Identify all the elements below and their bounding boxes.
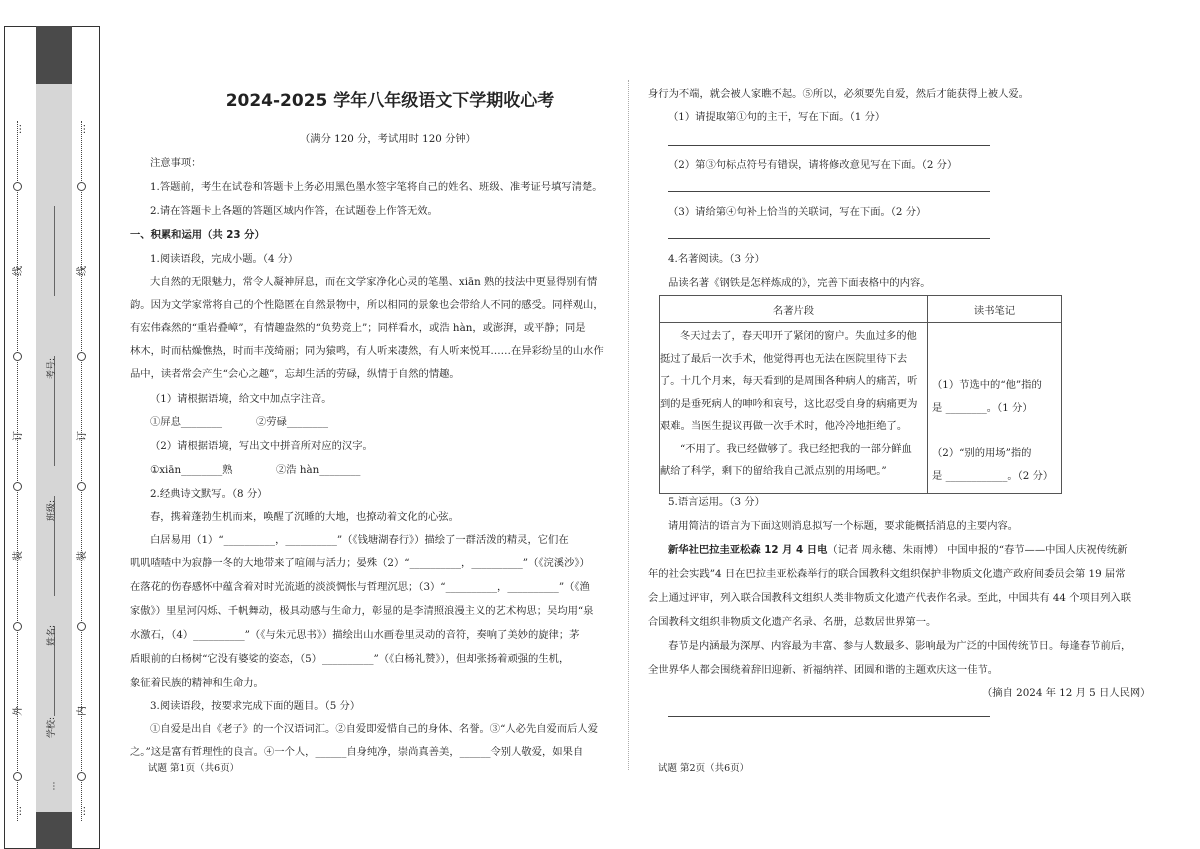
notice-item: 2.请在答题卡上各题的答题区域内作答，在试题卷上作答无效。 — [150, 205, 438, 217]
sub-question: （1）请提取第①句的主干，写在下面。（1 分） — [668, 111, 886, 123]
poem-line: 象征着民族的精神和生命力。 — [130, 677, 264, 689]
excerpt-cell — [660, 323, 928, 494]
news-line: 会上通过评审，列入联合国教科文组织人类非物质文化遗产代表作名录。至此，中国共有 44 个项目列入联 — [648, 592, 1132, 604]
outer-seal-char: … — [13, 806, 24, 816]
sub-question: （2）请根据语境，写出文中拼音所对应的汉字。 — [150, 440, 373, 452]
answer-blank[interactable]: ①屏息________ — [150, 416, 223, 428]
news-line — [668, 543, 1128, 557]
school-field[interactable]: 学校: — [47, 716, 58, 739]
table-header: 名著片段 — [660, 296, 928, 323]
poem-line[interactable]: 白居易用（1）“__________，__________”（《钱塘湖春行》）描绘了一群活泼的精灵，它们在 — [150, 534, 569, 546]
strip-bottom-block — [36, 812, 72, 849]
poem-line: 春，携着蓬勃生机而来，唤醒了沉睡的大地，也撩动着文化的心弦。 — [150, 511, 459, 523]
notes-line: （1）节选中的“他”指的 — [932, 379, 1042, 391]
answer-line[interactable] — [668, 238, 990, 239]
page-footer: 试题 第2页（共6页） — [658, 763, 750, 774]
seal-circle — [13, 482, 22, 491]
q4-intro: 品读名著《钢铁是怎样炼成的》，完善下面表格中的内容。 — [668, 277, 931, 289]
notes-item — [932, 442, 1053, 488]
excerpt-line: 挺过了最后一次手术，他觉得再也无法在医院里待下去 — [660, 352, 908, 365]
outer-seal-char: 订 — [13, 431, 24, 441]
seal-circle — [13, 772, 22, 781]
passage-line: 品中，读者常会产生“会心之趣”，忘却生活的劳碌，纵情于自然的情趣。 — [130, 368, 460, 380]
q3-text-line: 身行为不端，就会被人家瞧不起。⑤所以，必须要先自爱，然后才能获得上被人爱。 — [648, 88, 1029, 100]
answer-line[interactable] — [668, 716, 990, 717]
question-label: 3.阅读语段，按要求完成下面的题目。（5 分） — [150, 700, 361, 712]
passage-line: 大自然的无限魅力，常令人凝神屏息，而在文学家净化心灵的笔墨、xiān 熟的技法中更显得别有情 — [150, 276, 598, 288]
seal-circle — [13, 352, 22, 361]
exam-title: 2024-2025 学年八年级语文下学期收心考 — [225, 91, 555, 111]
binding-margin — [4, 26, 100, 849]
news-line: 年的社会实践”4 日在巴拉圭亚松森举行的联合国教科文组织保护非物质文化遗产政府间委员会第 19 届常 — [648, 568, 1126, 580]
poem-line[interactable]: 盾眼前的白杨树“它没有婆娑的姿态，（5）__________”（《白杨礼赞》），但却张扬着顽强的生机， — [130, 653, 570, 665]
excerpt-line: 了。十几个月来，每天看到的是周围各种病人的痛苦，听 — [660, 375, 918, 387]
outer-seal-char: 线 — [13, 266, 24, 276]
seal-circle — [77, 622, 86, 631]
news-line: 全世界华人都会围绕着辞旧迎新、祈福纳祥、团圆和谐的主题欢庆这一佳节。 — [648, 664, 999, 676]
name-field[interactable]: 姓名: — [47, 624, 58, 647]
inner-seal-char: 内 — [77, 706, 88, 716]
inner-seal-char: 线 — [77, 266, 88, 276]
column-divider — [628, 80, 629, 770]
exam-number-field[interactable]: 考号: — [47, 357, 58, 380]
seal-circle — [77, 772, 86, 781]
notes-line: （2）“别的用场”指的 — [932, 447, 1032, 459]
exam-subtitle: （满分 120 分，考试用时 120 分钟） — [300, 133, 476, 145]
passage-line: 林木，时而枯燥憔热，时而丰茂绮丽；同为猿鸣，有人听来凄然，有人听来悦耳……在异彩纷呈的山水作 — [130, 345, 604, 357]
question-label: 5.语言运用。（3 分） — [668, 496, 765, 508]
strip-ellipsis: … — [47, 781, 58, 791]
answer-line[interactable] — [668, 191, 990, 192]
sub-question: （1）请根据语境，给文中加点字注音。 — [150, 393, 332, 405]
poem-line: 家傲》）里星河闪烁、千帆舞动，极具动感与生命力，彰显的是李清照浪漫主义的艺术构思；吴均用“泉 — [130, 605, 594, 617]
answer-blank[interactable]: ①xiān________熟 — [150, 464, 233, 476]
page-footer: 试题 第1页（共6页） — [148, 763, 240, 774]
poem-line[interactable]: 在落花的伤春感怀中蕴含着对时光流逝的淡淡惆怅与哲理沉思；（3）“__________，__________”（《渔 — [130, 581, 590, 593]
notes-blank[interactable]: 是 ________。（1 分） — [932, 402, 1033, 414]
reading-notes-table — [659, 295, 1062, 494]
sub-question: （3）请给第④句补上恰当的关联词，写在下面。（2 分） — [668, 206, 927, 218]
seal-circle — [13, 622, 22, 631]
answer-line[interactable] — [668, 145, 990, 146]
exam-no-underline — [54, 206, 55, 296]
outer-seal-char: 装 — [13, 551, 24, 561]
inner-seal-char: 订 — [77, 431, 88, 441]
answer-blank[interactable]: ②劳碌________ — [256, 416, 329, 428]
seal-circle — [77, 352, 86, 361]
excerpt-line: 到的是垂死病人的呻吟和哀号，这比忍受自身的病痛更为 — [660, 397, 918, 410]
news-line: 春节是内涵最为深厚、内容最为丰富、参与人数最多、影响最为广泛的中国传统节日。每逢春节前后， — [668, 640, 1132, 652]
poem-line[interactable]: 叽叽喳喳中为寂静一冬的大地带来了喧闹与活力；晏殊（2）“__________，__________”（《浣溪沙》） — [130, 557, 590, 569]
seal-circle — [77, 182, 86, 191]
excerpt-line: “不用了。我已经做够了。我已经把我的一部分鲜血 — [680, 442, 912, 455]
seal-circle — [13, 182, 22, 191]
excerpt-line: 献给了科学，剩下的留给我自己派点别的用场吧。” — [660, 465, 887, 477]
notice-heading: 注意事项： — [150, 157, 202, 169]
q3-text-line: ①自爱是出自《老子》的一个汉语词汇。②自爱即爱惜自己的身体、名誉。③“人必先自爱而后人爱 — [150, 723, 599, 735]
passage-line: 韵。因为文学家常将自己的个性隐匿在自然景物中，所以相同的景象也会带给人不同的感受。同样观山， — [130, 299, 604, 311]
question-label: 2.经典诗文默写。（8 分） — [150, 488, 268, 500]
seal-circle — [77, 482, 86, 491]
inner-seal-line — [81, 121, 82, 821]
news-lead: 新华社巴拉圭亚松森 12 月 4 日电 — [668, 544, 828, 556]
notes-blank[interactable]: 是 ____________。（2 分） — [932, 470, 1054, 482]
strip-top-block — [36, 26, 72, 84]
q5-intro: 请用简洁的语言为下面这则消息拟写一个标题，要求能概括消息的主要内容。 — [668, 520, 1019, 532]
question-label: 1.阅读语段，完成小题。（4 分） — [150, 253, 299, 265]
notes-item — [932, 374, 1042, 420]
table-header: 读书笔记 — [928, 296, 1062, 323]
class-field[interactable]: 班级: — [47, 499, 58, 522]
q3-text-line[interactable]: 之。”这是富有哲理性的良言。④一个人，______自身纯净，崇尚真善美，______令别人敬爱，如果自 — [130, 746, 584, 758]
section-heading: 一、积累和运用（共 23 分） — [130, 229, 265, 241]
excerpt-line: 艰难。当医生提议再做一次手术时，他冷冷地拒绝了。 — [660, 420, 908, 432]
inner-seal-char: … — [77, 806, 88, 816]
passage-line: 有宏伟森然的“重岩叠嶂”，有情趣盎然的“负势竞上”；同样看水，或浩 hàn，或澎湃，或平静；同是 — [130, 322, 586, 334]
notes-cell — [928, 323, 1062, 494]
notice-item: 1.答题前，考生在试卷和答题卡上务必用黑色墨水签字笔将自己的姓名、班级、准考证号填写清楚。 — [150, 181, 603, 193]
news-source: （摘自 2024 年 12 月 5 日人民网） — [982, 687, 1151, 699]
excerpt-line: 冬天过去了，春天叩开了紧闭的窗户。失血过多的他 — [680, 330, 917, 342]
inner-seal-char: … — [77, 124, 88, 134]
outer-seal-char: … — [13, 124, 24, 134]
news-text: （记者 周永穗、朱雨博） 中国申报的“春节——中国人庆祝传统新 — [827, 544, 1128, 556]
answer-blank[interactable]: ②浩 hàn________ — [276, 464, 361, 476]
news-line: 合国教科文组织非物质文化遗产名录、名册，总数居世界第一。 — [648, 616, 937, 628]
question-label: 4.名著阅读。（3 分） — [668, 253, 765, 265]
sub-question: （2）第③句标点符号有错误，请将修改意见写在下面。（2 分） — [668, 159, 958, 171]
outer-seal-line — [17, 121, 18, 821]
poem-line[interactable]: 水激石，（4）__________”（《与朱元思书》）描绘出山水画卷里灵动的音符，奏响了美妙的旋律；茅 — [130, 629, 580, 641]
inner-seal-char: 装 — [77, 551, 88, 561]
outer-seal-char: 外 — [13, 706, 24, 716]
